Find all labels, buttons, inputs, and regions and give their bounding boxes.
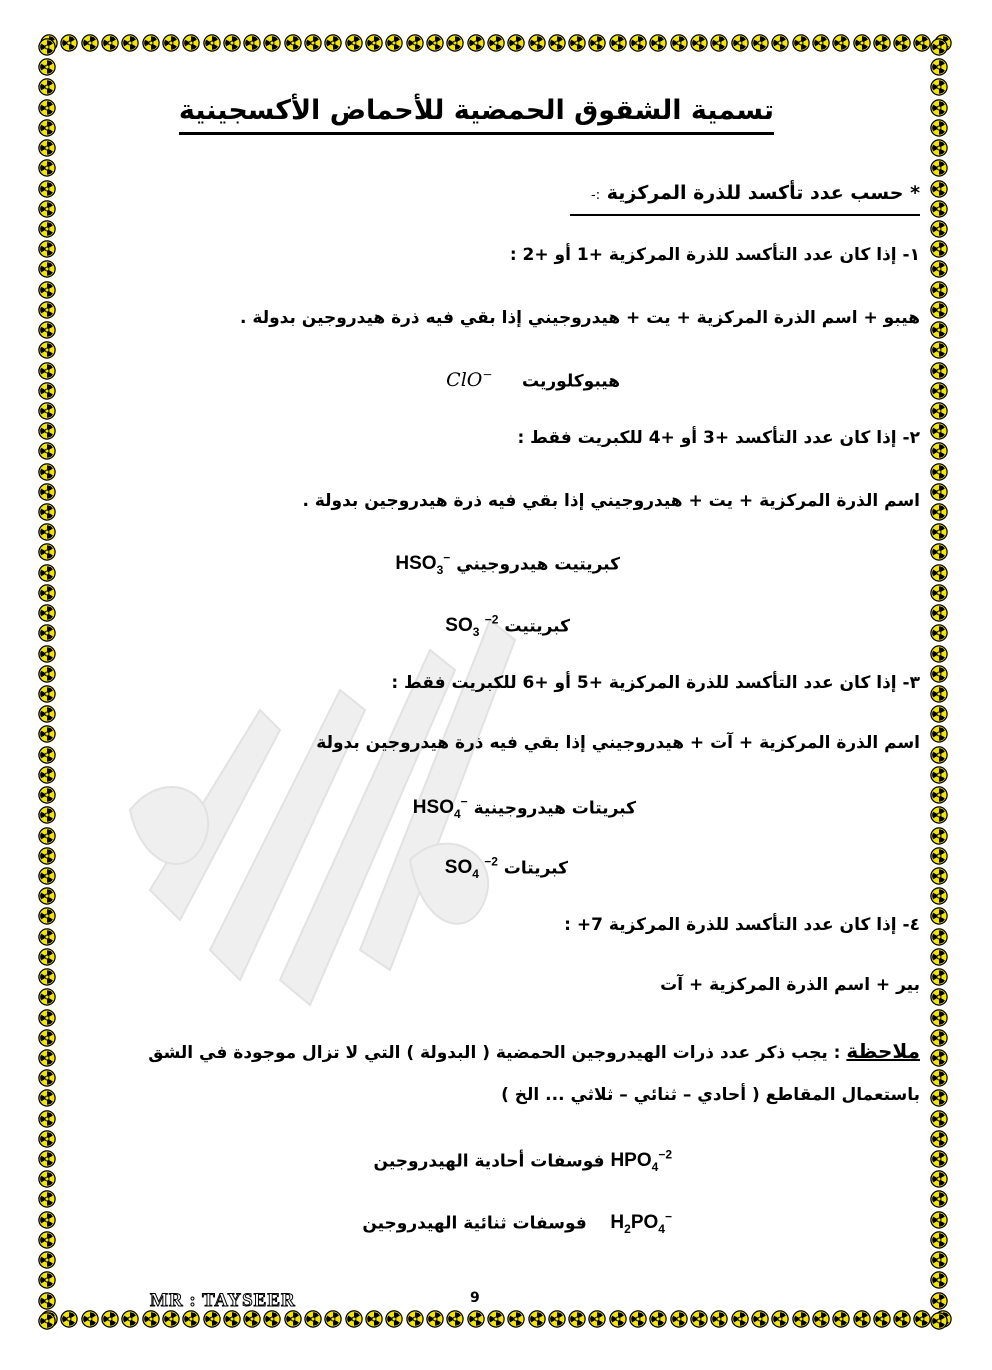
- radiation-icon: [930, 260, 948, 278]
- radiation-icon: [38, 119, 56, 137]
- radiation-icon: [930, 564, 948, 582]
- radiation-icon: [406, 34, 424, 52]
- radiation-icon: [38, 867, 56, 885]
- radiation-icon: [930, 1170, 948, 1188]
- radiation-icon: [930, 523, 948, 541]
- radiation-icon: [930, 38, 948, 56]
- radiation-icon: [930, 240, 948, 258]
- radiation-icon: [38, 1069, 56, 1087]
- radiation-icon: [930, 382, 948, 400]
- radiation-icon: [930, 402, 948, 420]
- radiation-icon: [731, 1310, 749, 1328]
- radiation-icon: [507, 1310, 525, 1328]
- radiation-icon: [649, 34, 667, 52]
- radiation-icon: [385, 1310, 403, 1328]
- radiation-icon: [38, 240, 56, 258]
- radiation-icon: [670, 1310, 688, 1328]
- radiation-icon: [203, 1310, 221, 1328]
- radiation-icon: [38, 1110, 56, 1128]
- radiation-icon: [101, 34, 119, 52]
- radiation-icon: [930, 988, 948, 1006]
- radiation-icon: [930, 1049, 948, 1067]
- radiation-icon: [930, 281, 948, 299]
- example-name: كبريتات هيدروجينية: [473, 798, 636, 819]
- radiation-icon: [930, 786, 948, 804]
- radiation-icon: [38, 543, 56, 561]
- radiation-icon: [548, 1310, 566, 1328]
- radiation-icon: [487, 34, 505, 52]
- radiation-icon: [930, 806, 948, 824]
- radiation-icon: [893, 34, 911, 52]
- radiation-icon: [38, 200, 56, 218]
- example-hydrogen-sulfite: [395, 543, 620, 585]
- radiation-icon: [710, 1310, 728, 1328]
- radiation-icon: [38, 78, 56, 96]
- radiation-icon: [930, 1089, 948, 1107]
- radiation-icon: [930, 1271, 948, 1289]
- radiation-icon: [930, 200, 948, 218]
- radiation-icon: [446, 34, 464, 52]
- radiation-icon: [792, 1310, 810, 1328]
- radiation-icon: [385, 34, 403, 52]
- radiation-icon: [649, 1310, 667, 1328]
- radiation-icon: [913, 34, 931, 52]
- radiation-icon: [304, 34, 322, 52]
- radiation-icon: [38, 645, 56, 663]
- radiation-icon: [930, 1292, 948, 1310]
- radiation-icon: [38, 1292, 56, 1310]
- radiation-icon: [812, 1310, 830, 1328]
- radiation-icon: [101, 1310, 119, 1328]
- example-formula: $SO_3$ $^{-2}$: [445, 613, 499, 640]
- radiation-icon: [930, 1150, 948, 1168]
- note-text-1: : يجب ذكر عدد ذرات الهيدروجين الحمضية ( البدولة ) التي لا تزال موجودة في الشق: [148, 1043, 847, 1063]
- radiation-icon: [930, 78, 948, 96]
- radiation-icon: [426, 34, 444, 52]
- radiation-icon: [930, 159, 948, 177]
- radiation-icon: [38, 1231, 56, 1249]
- radiation-icon: [930, 442, 948, 460]
- radiation-icon: [38, 362, 56, 380]
- radiation-icon: [38, 827, 56, 845]
- radiation-icon: [930, 99, 948, 117]
- example-formula: $HSO_3^-$: [395, 551, 451, 578]
- radiation-icon: [930, 180, 948, 198]
- radiation-icon: [182, 1310, 200, 1328]
- radiation-icon: [284, 34, 302, 52]
- radiation-icon: [365, 1310, 383, 1328]
- radiation-icon: [38, 988, 56, 1006]
- radiation-icon: [162, 1310, 180, 1328]
- page-number: 9: [470, 1290, 480, 1306]
- radiation-icon: [38, 483, 56, 501]
- radiation-icon: [690, 1310, 708, 1328]
- radiation-icon: [38, 139, 56, 157]
- radiation-icon: [38, 301, 56, 319]
- radiation-icon: [930, 766, 948, 784]
- example-name: كبريتيت: [504, 616, 570, 637]
- radiation-icon: [345, 1310, 363, 1328]
- radiation-icon: [930, 867, 948, 885]
- radiation-icon: [81, 34, 99, 52]
- border-right: [930, 38, 954, 1330]
- radiation-icon: [38, 665, 56, 683]
- radiation-icon: [930, 1009, 948, 1027]
- note-label: ملاحظة: [846, 1039, 920, 1063]
- radiation-icon: [930, 301, 948, 319]
- note-line-2: باستعمال المقاطع ( أحادي – ثنائي – ثلاثي ... الخ ): [501, 1085, 920, 1105]
- radiation-icon: [588, 1310, 606, 1328]
- radiation-icon: [38, 928, 56, 946]
- radiation-icon: [38, 584, 56, 602]
- radiation-icon: [324, 34, 342, 52]
- rule-3-heading: ٣- إذا كان عدد التأكسد للذرة المركزية +5 أو +6 للكبريت فقط :: [391, 673, 920, 693]
- radiation-icon: [38, 281, 56, 299]
- radiation-icon: [38, 99, 56, 117]
- rule-3-body: اسم الذرة المركزية + آت + هيدروجيني إذا بقي فيه ذرة هيدروجين بدولة: [316, 733, 920, 753]
- radiation-icon: [38, 887, 56, 905]
- radiation-icon: [690, 34, 708, 52]
- subtitle-text: حسب عدد تأكسد للذرة المركزية: [606, 182, 904, 204]
- note-line-1: [148, 1036, 920, 1068]
- radiation-icon: [930, 463, 948, 481]
- radiation-icon: [38, 786, 56, 804]
- radiation-icon: [853, 34, 871, 52]
- radiation-icon: [304, 1310, 322, 1328]
- radiation-icon: [507, 34, 525, 52]
- radiation-icon: [38, 382, 56, 400]
- example-formula: $H_2PO_4^-$: [610, 1210, 672, 1237]
- radiation-icon: [243, 34, 261, 52]
- radiation-icon: [38, 968, 56, 986]
- radiation-icon: [930, 139, 948, 157]
- radiation-icon: [930, 705, 948, 723]
- radiation-icon: [467, 34, 485, 52]
- radiation-icon: [223, 1310, 241, 1328]
- radiation-icon: [487, 1310, 505, 1328]
- radiation-icon: [629, 34, 647, 52]
- radiation-icon: [710, 34, 728, 52]
- radiation-icon: [629, 1310, 647, 1328]
- radiation-icon: [548, 34, 566, 52]
- radiation-icon: [38, 1049, 56, 1067]
- radiation-icon: [38, 1089, 56, 1107]
- example-name: هيبوكلوريت: [522, 371, 620, 392]
- radiation-icon: [930, 341, 948, 359]
- radiation-icon: [38, 705, 56, 723]
- radiation-icon: [930, 422, 948, 440]
- radiation-icon: [38, 220, 56, 238]
- radiation-icon: [930, 321, 948, 339]
- radiation-icon: [162, 34, 180, 52]
- radiation-icon: [930, 968, 948, 986]
- radiation-icon: [38, 806, 56, 824]
- radiation-icon: [893, 1310, 911, 1328]
- subtitle-suffix: :-: [591, 188, 601, 203]
- radiation-icon: [38, 58, 56, 76]
- radiation-icon: [930, 887, 948, 905]
- radiation-icon: [38, 321, 56, 339]
- radiation-icon: [38, 746, 56, 764]
- radiation-icon: [609, 1310, 627, 1328]
- radiation-icon: [930, 827, 948, 845]
- example-formula: ClO−: [446, 368, 493, 392]
- radiation-icon: [142, 1310, 160, 1328]
- radiation-icon: [284, 1310, 302, 1328]
- radiation-icon: [930, 948, 948, 966]
- radiation-icon: [930, 503, 948, 521]
- border-bottom: [40, 1310, 952, 1334]
- radiation-icon: [121, 1310, 139, 1328]
- radiation-icon: [930, 1029, 948, 1047]
- example-formula: $HSO_4^-$: [412, 795, 468, 822]
- radiation-icon: [38, 180, 56, 198]
- radiation-icon: [38, 463, 56, 481]
- radiation-icon: [792, 34, 810, 52]
- radiation-icon: [38, 503, 56, 521]
- radiation-icon: [751, 34, 769, 52]
- rule-1-heading: ١- إذا كان عدد التأكسد للذرة المركزية +1 أو +2 :: [509, 245, 920, 265]
- rule-2-body: اسم الذرة المركزية + يت + هيدروجيني إذا بقي فيه ذرة هيدروجين بدولة .: [302, 491, 920, 511]
- radiation-icon: [38, 685, 56, 703]
- radiation-icon: [930, 220, 948, 238]
- radiation-icon: [38, 422, 56, 440]
- radiation-icon: [930, 1231, 948, 1249]
- radiation-icon: [930, 1130, 948, 1148]
- author-name: MR : TAYSEER: [150, 1290, 296, 1311]
- radiation-icon: [771, 1310, 789, 1328]
- radiation-icon: [121, 34, 139, 52]
- section-subtitle: [570, 175, 920, 216]
- radiation-icon: [38, 442, 56, 460]
- radiation-icon: [771, 34, 789, 52]
- radiation-icon: [182, 34, 200, 52]
- radiation-icon: [873, 1310, 891, 1328]
- example-dihydrogen-phosphate: [362, 1202, 672, 1244]
- radiation-icon: [930, 847, 948, 865]
- radiation-icon: [930, 362, 948, 380]
- radiation-icon: [930, 1110, 948, 1128]
- example-sulfite: [445, 605, 570, 647]
- radiation-icon: [930, 928, 948, 946]
- radiation-icon: [38, 1190, 56, 1208]
- radiation-icon: [853, 1310, 871, 1328]
- radiation-icon: [203, 34, 221, 52]
- radiation-icon: [38, 38, 56, 56]
- radiation-icon: [930, 1312, 948, 1330]
- radiation-icon: [930, 543, 948, 561]
- radiation-icon: [38, 624, 56, 642]
- radiation-icon: [930, 584, 948, 602]
- radiation-icon: [751, 1310, 769, 1328]
- radiation-icon: [324, 1310, 342, 1328]
- radiation-icon: [832, 34, 850, 52]
- radiation-icon: [930, 624, 948, 642]
- radiation-icon: [38, 725, 56, 743]
- rule-1-body: هيبو + اسم الذرة المركزية + يت + هيدروجيني إذا بقي فيه ذرة هيدروجين بدولة .: [240, 308, 920, 328]
- rule-4-heading: ٤- إذا كان عدد التأكسد للذرة المركزية 7+ :: [564, 915, 920, 935]
- radiation-icon: [930, 665, 948, 683]
- radiation-icon: [38, 1130, 56, 1148]
- radiation-icon: [609, 34, 627, 52]
- radiation-icon: [38, 564, 56, 582]
- radiation-icon: [38, 341, 56, 359]
- radiation-icon: [38, 1312, 56, 1330]
- border-left: [38, 38, 62, 1330]
- radiation-icon: [38, 766, 56, 784]
- radiation-icon: [345, 34, 363, 52]
- radiation-icon: [38, 1029, 56, 1047]
- radiation-icon: [223, 34, 241, 52]
- radiation-icon: [38, 604, 56, 622]
- example-formula: $HPO_4^{-2}$: [610, 1148, 672, 1175]
- radiation-icon: [38, 1251, 56, 1269]
- radiation-icon: [38, 907, 56, 925]
- radiation-icon: [670, 34, 688, 52]
- radiation-icon: [873, 34, 891, 52]
- radiation-icon: [930, 1069, 948, 1087]
- radiation-icon: [832, 1310, 850, 1328]
- page-title: تسمية الشقوق الحمضية للأحماض الأكسجينية: [179, 92, 774, 135]
- radiation-icon: [930, 746, 948, 764]
- radiation-icon: [38, 948, 56, 966]
- radiation-icon: [731, 34, 749, 52]
- radiation-icon: [38, 1211, 56, 1229]
- radiation-icon: [913, 1310, 931, 1328]
- example-name: فوسفات أحادية الهيدروجين: [373, 1151, 605, 1172]
- example-hydrogen-phosphate: [374, 1140, 672, 1182]
- radiation-icon: [930, 1211, 948, 1229]
- radiation-icon: [930, 1190, 948, 1208]
- radiation-icon: [38, 260, 56, 278]
- radiation-icon: [930, 685, 948, 703]
- radiation-icon: [812, 34, 830, 52]
- radiation-icon: [930, 58, 948, 76]
- radiation-icon: [930, 119, 948, 137]
- radiation-icon: [38, 159, 56, 177]
- radiation-icon: [568, 34, 586, 52]
- radiation-icon: [263, 34, 281, 52]
- radiation-icon: [406, 1310, 424, 1328]
- example-name: فوسفات ثنائية الهيدروجين: [362, 1213, 587, 1234]
- radiation-icon: [426, 1310, 444, 1328]
- example-sulfate: [445, 847, 568, 889]
- radiation-icon: [467, 1310, 485, 1328]
- radiation-icon: [60, 34, 78, 52]
- rule-4-body: بير + اسم الذرة المركزية + آت: [660, 975, 920, 995]
- radiation-icon: [38, 847, 56, 865]
- border-top: [40, 34, 952, 58]
- radiation-icon: [528, 1310, 546, 1328]
- radiation-icon: [588, 34, 606, 52]
- radiation-icon: [528, 34, 546, 52]
- example-name: كبريتيت هيدروجيني: [456, 554, 620, 575]
- radiation-icon: [38, 1009, 56, 1027]
- radiation-icon: [930, 604, 948, 622]
- radiation-icon: [38, 523, 56, 541]
- radiation-icon: [60, 1310, 78, 1328]
- example-hydrogen-sulfate: [413, 787, 636, 829]
- radiation-icon: [365, 34, 383, 52]
- radiation-icon: [38, 1150, 56, 1168]
- radiation-icon: [263, 1310, 281, 1328]
- subtitle-star: *: [910, 182, 920, 204]
- rule-2-heading: ٢- إذا كان عدد التأكسد +3 أو +4 للكبريت فقط :: [517, 428, 920, 448]
- radiation-icon: [81, 1310, 99, 1328]
- radiation-icon: [38, 1271, 56, 1289]
- radiation-icon: [930, 1251, 948, 1269]
- radiation-icon: [930, 907, 948, 925]
- radiation-icon: [142, 34, 160, 52]
- radiation-icon: [446, 1310, 464, 1328]
- example-hypochlorite: [446, 360, 620, 396]
- radiation-icon: [568, 1310, 586, 1328]
- example-formula: $SO_4$ $^{-2}$: [444, 855, 498, 882]
- radiation-icon: [930, 483, 948, 501]
- radiation-icon: [930, 645, 948, 663]
- radiation-icon: [243, 1310, 261, 1328]
- radiation-icon: [38, 402, 56, 420]
- radiation-icon: [930, 725, 948, 743]
- radiation-icon: [38, 1170, 56, 1188]
- example-name: كبريتات: [503, 858, 568, 879]
